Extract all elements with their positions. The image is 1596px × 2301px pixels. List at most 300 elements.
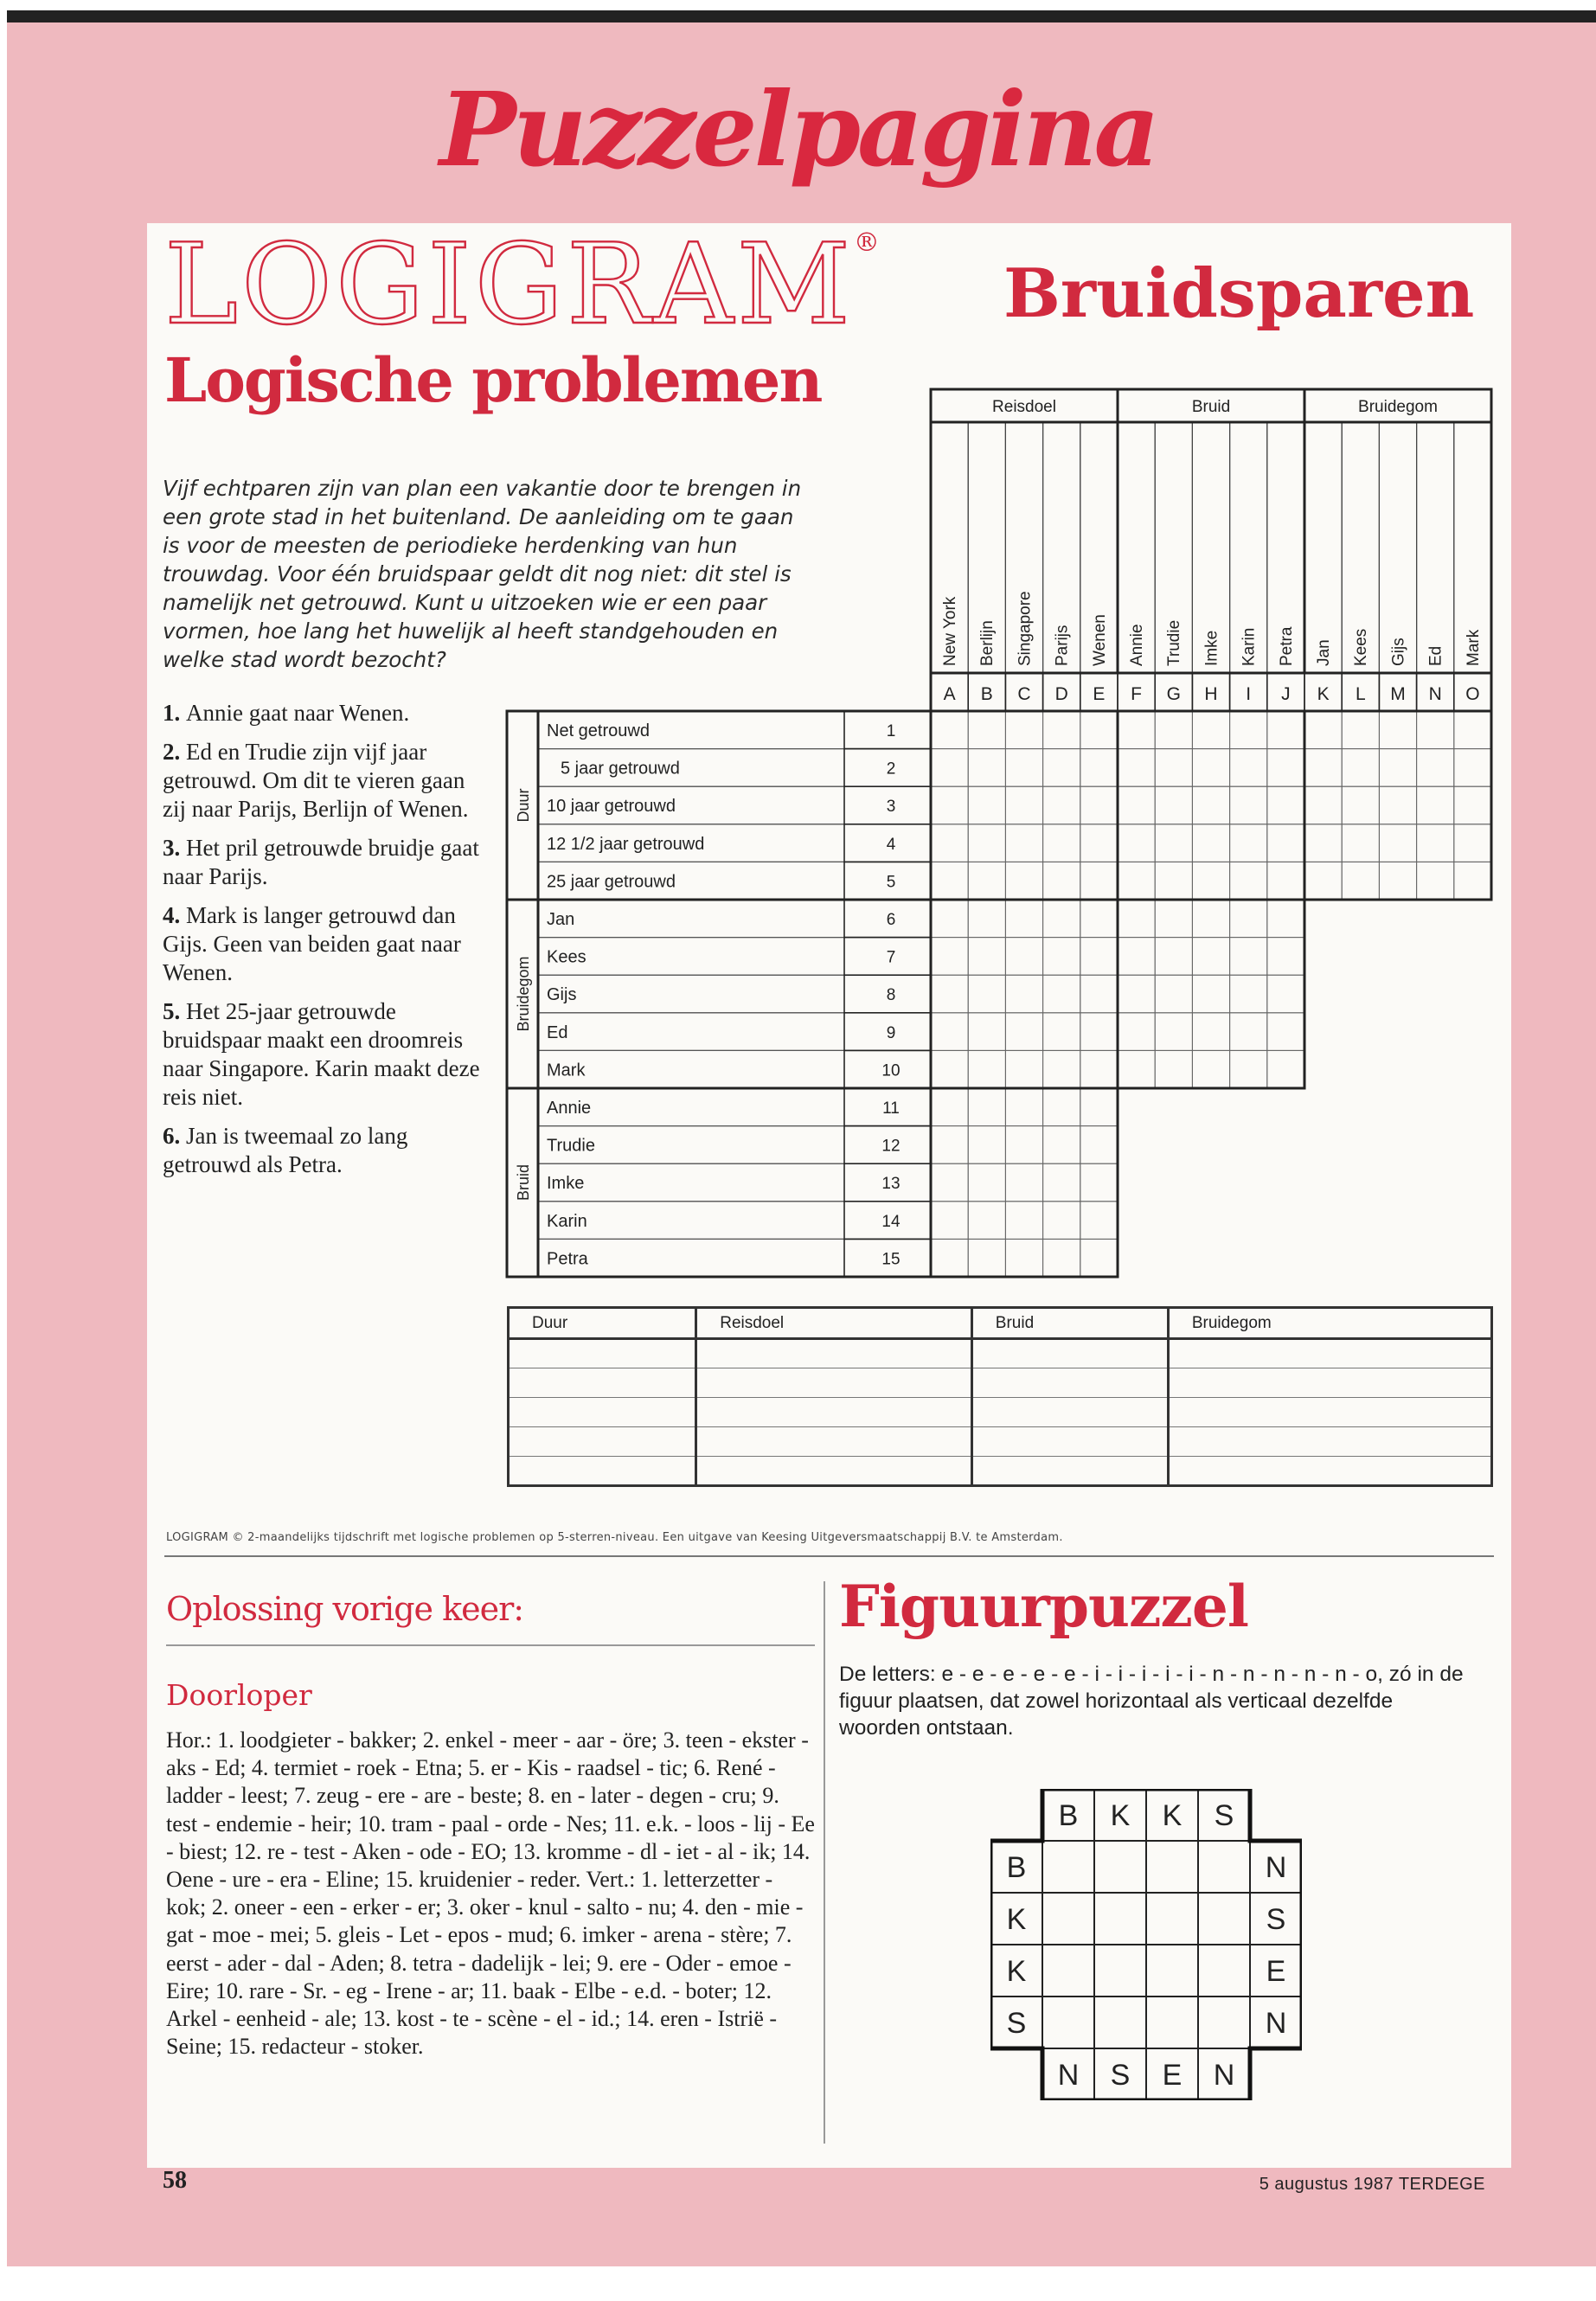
grid-cell [1043,1163,1080,1202]
figuurpuzzel-grid [990,1789,1302,2100]
grid-cell [1304,862,1342,900]
row-name-cell [538,975,844,1013]
figure-empty-cell [1146,1997,1198,2048]
row-number: 1 [886,722,896,740]
column-letter: F [1131,684,1143,704]
result-cell[interactable] [696,1398,972,1427]
grid-cell [1043,711,1080,749]
row-number: 12 [881,1137,901,1156]
grid-cell [1080,975,1118,1013]
result-cell[interactable] [696,1457,972,1486]
grid-cell [968,711,1005,749]
figure-empty-cell [1198,1841,1250,1893]
grid-cell [1267,1050,1304,1088]
result-cell[interactable] [1168,1398,1491,1427]
grid-cell [931,1163,968,1202]
result-column-header: Bruid [971,1308,1168,1339]
row-number: 9 [886,1023,896,1042]
grid-cell [1118,900,1155,938]
row-name: 5 jaar getrouwd [561,759,680,779]
clue-text: Het 25-jaar getrouwde bruidspaar maakt een droomreis naar Singapore. Karin maakt deze reis niet. [163,998,480,1110]
grid-block [1304,711,1491,900]
grid-cell [1118,1013,1155,1051]
column-name: Karin [1240,627,1259,666]
grid-cell [968,975,1005,1013]
grid-cell [1267,975,1304,1013]
grid-cell [1379,824,1416,862]
figure-left-letter: B [1006,1851,1027,1884]
logigram-panel [147,223,1511,2168]
grid-cell [931,975,968,1013]
grid-cell [1155,938,1192,976]
copyright-note: LOGIGRAM © 2-maandelijks tijdschrift met logische problemen op 5-sterren-niveau. Een uitgave van Keesing Uitgeversmaatschappij B.V. te Amsterdam. [166,1531,1063,1544]
result-cell[interactable] [696,1339,972,1368]
grid-block [931,711,1118,900]
grid-cell [931,1126,968,1164]
grid-cell [1005,1239,1042,1277]
grid-cell [1080,1202,1118,1240]
grid-cell [1005,1013,1042,1051]
row-name-cell [538,900,844,938]
grid-cell [1192,900,1229,938]
grid-cell [1230,749,1267,787]
grid-cell [1118,749,1155,787]
grid-cell [1267,711,1304,749]
column-name: Annie [1128,624,1146,666]
grid-cell [1379,862,1416,900]
column-name: New York [941,596,959,666]
grid-cell [1043,862,1080,900]
grid-cell [1080,1088,1118,1126]
grid-cell [1005,711,1042,749]
result-table [507,1306,1493,1487]
result-cell[interactable] [1168,1457,1491,1486]
figure-bottom-letter: N [1057,2059,1080,2092]
figure-empty-cell [1042,1893,1094,1945]
grid-cell [1043,1013,1080,1051]
grid-cell [1267,938,1304,976]
figure-right-letter: S [1266,1903,1286,1936]
figure-empty-cell [1146,1841,1198,1893]
grid-cell [1454,862,1491,900]
row-group-frame [538,900,931,1088]
result-cell[interactable] [971,1427,1168,1457]
grid-cell [931,1202,968,1240]
row-number: 14 [881,1212,901,1231]
column-letter: C [1017,684,1031,704]
column-name: Parijs [1053,625,1072,666]
column-group-label: Bruid [1191,398,1231,416]
logigram-subtitle: Logische problemen [164,344,822,416]
grid-cell [1080,786,1118,824]
grid-cell [1080,938,1118,976]
column-letter: J [1281,684,1291,704]
doorloper-solution-text: Hor.: 1. loodgieter - bakker; 2. enkel - meer - aar - öre; 3. teen - ekster - aks - Ed; 4. termiet - roek - Etna; 5. er - Kis - raadsel - tic; 6. René - ladder - leest; 7. zeug - ere - are - beste; 8. en - later - degen - cru; 9. test - endemie - heir; 10. tram - paal - orde - Nes; 11. e.k. - loos - lij - Ee - biest; 12. re - test - Aken - ode - EO; 13. kromme - dl - iet - al - ik; 14. Oene - ure - era - Eline; 15. kruidenier - reder. Vert.: 1. letterzetter - kok; 2. oneer - een - erker - er; 3. oker - knul - salto - nu; 4. den - mie - gat - moe - mei; 5. gleis - Let - epos - mud; 6. imker - arena - stère; 7. eerst - ader - dal - Aden; 8. tetra - dadelijk - lei; 9. ere - Oder - emoe - Eire; 10. rare - Sr. - eg - Irene - ar; 11. baak - Elbe - e.d. - boter; 12. Arkel - eenheid - ale; 13. kost - te - scène - el - id.; 14. eren - Istrië - Seine; 15. redacteur - stoker. [166,1727,815,2060]
figure-empty-cell [1042,1997,1094,2048]
result-cell[interactable] [509,1339,696,1368]
grid-cell [1230,938,1267,976]
grid-cell [1043,786,1080,824]
column-name-cell [1417,422,1454,673]
grid-cell [1043,749,1080,787]
row-number: 10 [881,1061,901,1080]
row-number: 8 [886,986,896,1005]
row-name: Net getrouwd [547,721,650,740]
figure-top-letter: S [1214,1799,1234,1832]
figure-empty-cell [1042,1841,1094,1893]
row-name: 25 jaar getrouwd [547,872,676,892]
grid-cell [1118,711,1155,749]
row-group-label: Bruidegom [515,956,532,1032]
grid-cell [968,900,1005,938]
figure-empty-cell [1094,1841,1146,1893]
solution-heading: Oplossing vorige keer: [166,1590,524,1628]
column-letter: D [1054,684,1068,704]
grid-cell [931,749,968,787]
column-name: Mark [1464,629,1483,666]
figure-bottom-letter: N [1213,2059,1235,2092]
grid-cell [968,1202,1005,1240]
grid-cell [1192,711,1229,749]
column-name: Gijs [1389,638,1408,666]
figure-empty-cell [1094,1893,1146,1945]
grid-cell [1155,975,1192,1013]
figure-bottom-letter: S [1110,2059,1131,2092]
clue-number: 4. [163,902,186,928]
figure-bottom-letter: E [1162,2059,1183,2092]
clue-text: Annie gaat naar Wenen. [186,700,410,726]
figure-right-letter: N [1265,1851,1287,1884]
grid-cell [931,1050,968,1088]
grid-cell [1192,749,1229,787]
grid-cell [931,786,968,824]
grid-cell [1080,749,1118,787]
grid-cell [1118,862,1155,900]
result-cell[interactable] [696,1427,972,1457]
grid-cell [931,711,968,749]
grid-cell [1342,711,1379,749]
column-letter: H [1204,684,1218,704]
row-name: Imke [547,1174,585,1194]
row-group-frame [538,1088,931,1277]
result-cell[interactable] [509,1457,696,1486]
grid-cell [968,1088,1005,1126]
grid-cell [968,1013,1005,1051]
grid-cell [968,1126,1005,1164]
row-name: Petra [547,1249,588,1269]
grid-cell [968,824,1005,862]
grid-cell [1005,900,1042,938]
grid-cell [1080,1239,1118,1277]
column-letter: A [943,684,956,704]
grid-cell [1118,786,1155,824]
row-group-label: Bruid [515,1163,532,1202]
grid-cell [1192,824,1229,862]
grid-cell [1155,824,1192,862]
grid-cell [968,1239,1005,1277]
column-letter: B [980,684,993,704]
grid-cell [1379,786,1416,824]
grid-cell [968,786,1005,824]
column-group-label: Reisdoel [992,398,1056,416]
grid-cell [1118,1050,1155,1088]
column-letter: K [1317,684,1330,704]
grid-block [1118,900,1304,1088]
grid-block [931,1088,1118,1277]
grid-cell [1005,786,1042,824]
clue-number: 1. [163,700,186,726]
column-name: Trudie [1165,619,1184,666]
grid-cell [931,1013,968,1051]
figure-empty-cell [1146,1893,1198,1945]
grid-cell [1043,1050,1080,1088]
grid-cell [1005,749,1042,787]
result-cell[interactable] [1168,1427,1491,1457]
clue-text: Het pril getrouwde bruidje gaat naar Parijs. [163,835,479,889]
figure-empty-cell [1146,1945,1198,1997]
figure-empty-cell [1198,1945,1250,1997]
result-cell[interactable] [509,1368,696,1398]
row-number: 7 [886,948,896,967]
grid-cell [1342,749,1379,787]
row-number: 2 [886,760,896,779]
column-group-frame [1304,422,1491,673]
grid-cell [968,938,1005,976]
grid-cell [968,862,1005,900]
result-cell[interactable] [696,1368,972,1398]
grid-cell [1230,900,1267,938]
grid-cell [931,862,968,900]
figuurpuzzel-title: Figuurpuzzel [839,1573,1248,1640]
row-number: 11 [882,1099,900,1118]
grid-cell [1080,862,1118,900]
result-cell[interactable] [509,1398,696,1427]
figure-empty-cell [1198,1997,1250,2048]
row-name: Gijs [547,985,577,1005]
clue-number: 2. [163,739,186,765]
result-row [509,1427,1492,1457]
grid-cell [1230,1013,1267,1051]
figure-top-letter: B [1058,1799,1079,1832]
grid-cell [1454,786,1491,824]
grid-cell [1267,824,1304,862]
column-letter: I [1246,684,1252,704]
grid-cell [1304,711,1342,749]
grid-cell [1118,824,1155,862]
page-number: 58 [163,2167,187,2194]
row-number: 13 [881,1175,901,1194]
row-name: Mark [547,1061,586,1080]
grid-cell [931,900,968,938]
grid-cell [1080,1013,1118,1051]
grid-cell [1043,900,1080,938]
column-divider [824,1581,825,2144]
logic-grid [147,223,1511,1313]
column-name: Imke [1202,630,1221,666]
doorloper-heading: Doorloper [166,1678,312,1712]
grid-cell [1192,1013,1229,1051]
result-column-header: Duur [509,1308,696,1339]
result-row [509,1457,1492,1486]
column-letter: E [1093,684,1106,704]
grid-cell [1005,1202,1042,1240]
result-cell[interactable] [971,1457,1168,1486]
grid-cell [1267,900,1304,938]
grid-block [931,900,1118,1088]
grid-cell [1080,1163,1118,1202]
grid-cell [1155,1050,1192,1088]
grid-cell [1005,975,1042,1013]
grid-cell [1454,824,1491,862]
grid-cell [1192,1050,1229,1088]
figure-empty-cell [1094,1997,1146,2048]
figure-empty-cell [1094,1945,1146,1997]
result-row [509,1398,1492,1427]
grid-cell [1230,786,1267,824]
clue-text: Mark is langer getrouwd dan Gijs. Geen van beiden gaat naar Wenen. [163,902,461,985]
grid-cell [1080,1050,1118,1088]
grid-cell [1118,938,1155,976]
figure-top-letter: K [1110,1799,1131,1832]
result-cell[interactable] [971,1339,1168,1368]
row-number: 3 [886,798,896,817]
grid-cell [1192,975,1229,1013]
column-letter: G [1166,684,1181,704]
grid-cell [1043,1202,1080,1240]
grid-cell [1155,786,1192,824]
grid-cell [1417,862,1454,900]
grid-cell [1230,824,1267,862]
grid-cell [1192,938,1229,976]
result-cell[interactable] [1168,1368,1491,1398]
page-header-title: Puzzelpagina [439,69,1157,189]
intro-text: Vijf echtparen zijn van plan een vakantie door te brengen in een grote stad in het buitenland. De aanleiding om te gaan is voor de meesten de periodieke herdenking van hun trouwdag. Voor één bruidspaar geldt dit nog niet: dit stel is namelijk net getrouwd. Kunt u uitzoeken wie er een paar vormen, hoe lang het huwelijk al heeft standgehouden en welke stad wordt bezocht? [163,476,802,672]
row-name-cell [538,1013,844,1051]
grid-cell [1043,938,1080,976]
grid-cell [1155,1013,1192,1051]
row-name: Karin [547,1211,587,1231]
grid-cell [1230,1050,1267,1088]
figure-right-letter: N [1265,2007,1287,2040]
grid-cell [1267,862,1304,900]
clue-text: Ed en Trudie zijn vijf jaar getrouwd. Om dit te vieren gaan zij naar Parijs, Berlijn of Wenen. [163,739,469,822]
grid-cell [1005,862,1042,900]
grid-cell [1043,824,1080,862]
grid-cell [1005,1163,1042,1202]
column-name-cell [1304,422,1342,673]
grid-cell [1118,975,1155,1013]
row-name: Annie [547,1099,592,1118]
grid-cell [968,749,1005,787]
grid-cell [1230,711,1267,749]
grid-cell [1304,786,1342,824]
row-number: 6 [886,911,896,929]
grid-cell [968,1163,1005,1202]
grid-cell [1342,824,1379,862]
grid-cell [1267,1013,1304,1051]
column-name: Singapore [1016,591,1035,666]
grid-cell [1005,938,1042,976]
grid-cell [968,1050,1005,1088]
result-row [509,1339,1492,1368]
page-bottom-margin [0,2266,1596,2301]
grid-cell [1454,749,1491,787]
grid-cell [1080,900,1118,938]
column-letter: M [1390,684,1406,704]
divider [164,1555,1494,1557]
grid-cell [1267,749,1304,787]
logigram-logo: LOGIGRAM® [164,221,883,349]
result-column-header: Reisdoel [696,1308,972,1339]
grid-cell [1155,862,1192,900]
figure-empty-cell [1198,1893,1250,1945]
divider [166,1644,815,1646]
grid-cell [1379,749,1416,787]
grid-cell [1005,824,1042,862]
column-name: Petra [1277,626,1296,666]
result-column-header: Bruidegom [1168,1308,1491,1339]
result-cell[interactable] [509,1427,696,1457]
row-number: 4 [886,835,896,854]
grid-cell [1379,711,1416,749]
grid-block [1118,711,1304,900]
grid-cell [1155,711,1192,749]
grid-cell [1417,824,1454,862]
column-letter: N [1428,684,1442,704]
grid-cell [1342,786,1379,824]
column-name: Kees [1352,628,1371,666]
grid-cell [1342,862,1379,900]
grid-cell [1454,711,1491,749]
grid-cell [1192,862,1229,900]
grid-cell [1417,711,1454,749]
result-cell[interactable] [971,1398,1168,1427]
issue-date: 5 augustus 1987 TERDEGE [1259,2175,1485,2194]
grid-cell [1304,824,1342,862]
grid-cell [1005,1050,1042,1088]
grid-cell [1155,900,1192,938]
grid-cell [931,1239,968,1277]
figure-empty-cell [1042,1945,1094,1997]
grid-cell [1267,786,1304,824]
grid-cell [1192,786,1229,824]
grid-cell [1155,749,1192,787]
column-letter: O [1465,684,1480,704]
grid-cell [1080,1126,1118,1164]
column-name: Jan [1315,639,1333,666]
result-cell[interactable] [971,1368,1168,1398]
grid-cell [1043,1239,1080,1277]
row-name: Trudie [547,1136,595,1156]
grid-cell [1080,711,1118,749]
row-name: 12 1/2 jaar getrouwd [547,834,705,854]
result-cell[interactable] [1168,1339,1491,1368]
row-name: Ed [547,1022,568,1042]
figure-left-letter: K [1006,1903,1027,1936]
column-name: Wenen [1090,614,1109,666]
row-name: 10 jaar getrouwd [547,797,676,817]
figure-top-letter: K [1162,1799,1183,1832]
figure-left-letter: S [1006,2007,1027,2040]
row-name: Jan [547,910,575,929]
column-group-label: Bruidegom [1358,398,1438,416]
grid-cell [1043,975,1080,1013]
row-name: Kees [547,947,586,967]
grid-cell [1005,1126,1042,1164]
clue-number: 5. [163,998,186,1024]
result-row [509,1368,1492,1398]
grid-cell [931,1088,968,1126]
